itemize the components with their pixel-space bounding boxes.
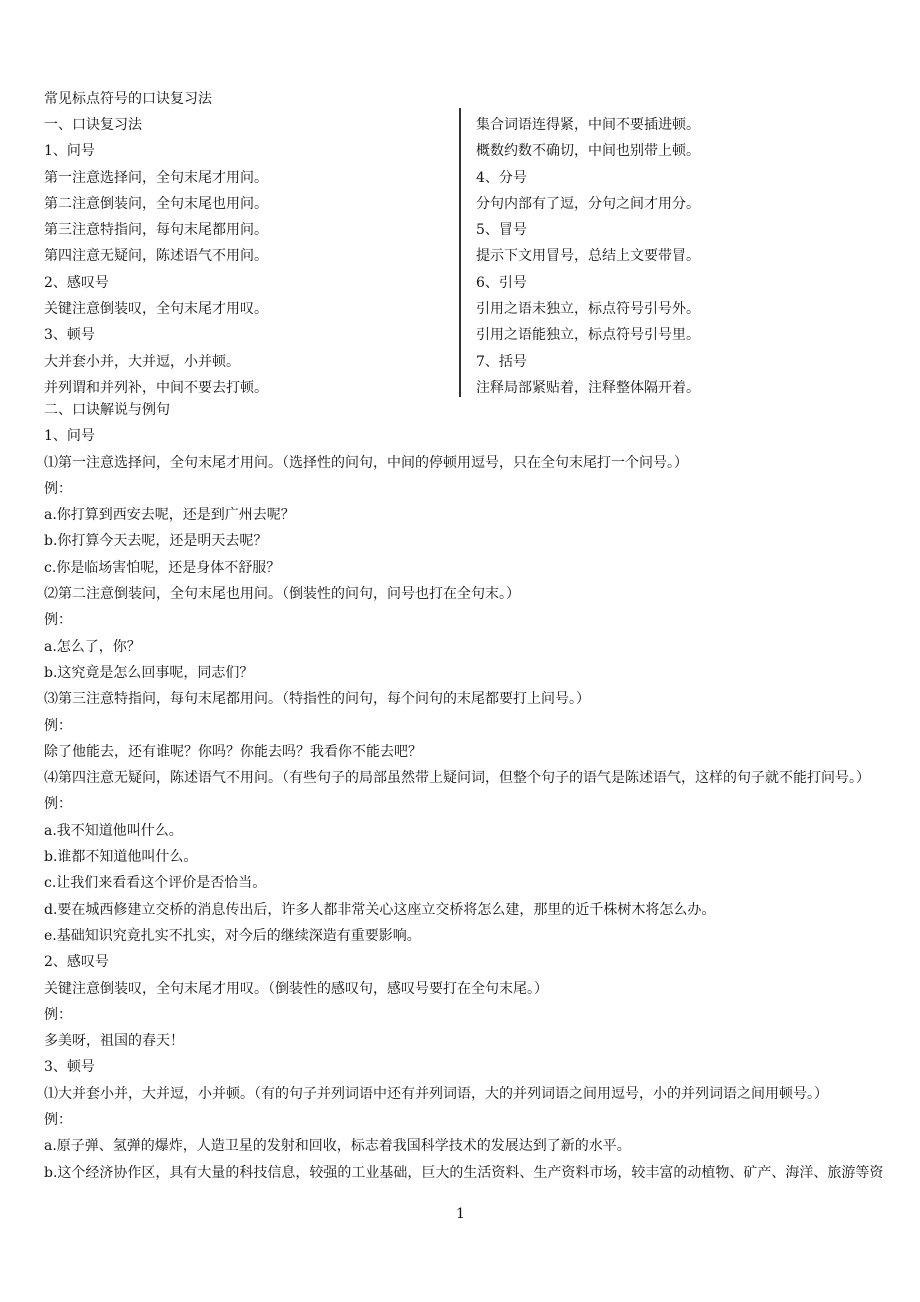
text-line: 7、括号 xyxy=(476,353,527,370)
section-explanations xyxy=(44,397,883,1186)
text-line: b.你打算今天去呢，还是明天去呢？ xyxy=(44,533,268,550)
text-line: a.我不知道他叫什么。 xyxy=(44,822,183,839)
text-line: 除了他能去，还有谁呢？你吗？你能去吗？我看你不能去吧？ xyxy=(44,743,422,760)
text-line: 2、感叹号 xyxy=(44,274,109,291)
text-line: 例： xyxy=(44,796,72,813)
text-line: a.你打算到西安去呢，还是到广州去呢？ xyxy=(44,507,295,524)
text-line: 二、口诀解说与例句 xyxy=(44,402,170,418)
text-line: 例： xyxy=(44,1112,72,1129)
text-line: 一、口诀复习法 xyxy=(44,117,142,133)
page-number: 1 xyxy=(456,1206,465,1222)
text-line: c.让我们来看看这个评价是否恰当。 xyxy=(44,875,267,892)
text-line: ⑴大并套小并，大并逗，小并顿。（有的句子并列词语中还有并列词语，大的并列词语之间用逗号，小的并列词语之间用顿号。） xyxy=(44,1085,828,1102)
text-line: b.这究竟是怎么回事呢，同志们？ xyxy=(44,664,254,681)
text-line: 例： xyxy=(44,717,72,734)
text-line: 第二注意倒装问，全句末尾也用问。 xyxy=(44,195,268,212)
text-line: 1、问号 xyxy=(44,428,95,445)
text-line: 3、顿号 xyxy=(44,1059,95,1076)
text-line: 4、分号 xyxy=(476,169,527,186)
text-line: 例： xyxy=(44,480,72,497)
text-line: 例： xyxy=(44,1006,72,1023)
text-line: 注释局部紧贴着，注释整体隔开着。 xyxy=(476,379,700,396)
text-line: 集合词语连得紧，中间不要插进顿。 xyxy=(476,117,700,133)
text-line: d.要在城西修建立交桥的消息传出后，许多人都非常关心这座立交桥将怎么建，那里的近千株树木将怎么办。 xyxy=(44,901,716,918)
text-line: 2、感叹号 xyxy=(44,954,109,971)
column-divider xyxy=(459,108,461,397)
text-line: 概数约数不确切，中间也别带上顿。 xyxy=(476,143,700,160)
text-line: 引用之语能独立，标点符号引号里。 xyxy=(476,327,700,344)
text-line: 引用之语未独立，标点符号引号外。 xyxy=(476,301,700,318)
text-line: e.基础知识究竟扎实不扎实，对今后的继续深造有重要影响。 xyxy=(44,927,421,944)
text-line: 第四注意无疑问，陈述语气不用问。 xyxy=(44,248,268,265)
text-line: 提示下文用冒号，总结上文要带冒。 xyxy=(476,248,700,265)
text-line: 5、冒号 xyxy=(476,222,527,239)
text-line: 关键注意倒装叹，全句末尾才用叹。（倒装性的感叹句，感叹号要打在全句末尾。） xyxy=(44,980,548,997)
text-line: 第三注意特指问，每句末尾都用问。 xyxy=(44,222,268,239)
text-line: ⑶第三注意特指问，每句末尾都用问。（特指性的问句，每个问句的末尾都要打上问号。） xyxy=(44,691,590,708)
text-line: ⑴第一注意选择问，全句末尾才用问。（选择性的问句，中间的停顿用逗号，只在全句末尾打一个问号。） xyxy=(44,454,688,471)
text-line: 并列谓和并列补，中间不要去打顿。 xyxy=(44,379,268,396)
text-line: a.怎么了，你？ xyxy=(44,638,141,655)
text-line: 关键注意倒装叹，全句末尾才用叹。 xyxy=(44,301,268,318)
text-line: ⑵第二注意倒装问，全句末尾也用问。（倒装性的问句，问号也打在全句末。） xyxy=(44,586,520,603)
right-column xyxy=(476,112,700,401)
text-line: 3、顿号 xyxy=(44,327,95,344)
left-column xyxy=(44,112,268,401)
text-line: b.谁都不知道他叫什么。 xyxy=(44,849,198,866)
text-line: 第一注意选择问，全句末尾才用问。 xyxy=(44,169,268,186)
text-line: 例： xyxy=(44,612,72,629)
text-line: b.这个经济协作区，具有大量的科技信息，较强的工业基础，巨大的生活资料、生产资料市场，较丰富的动植物、矿产、海洋、旅游等资 xyxy=(44,1164,884,1181)
text-line: 多美呀，祖国的春天！ xyxy=(44,1033,184,1050)
text-line: 6、引号 xyxy=(476,274,527,291)
text-line: a.原子弹、氢弹的爆炸，人造卫星的发射和回收，标志着我国科学技术的发展达到了新的水平。 xyxy=(44,1138,631,1155)
text-line: ⑷第四注意无疑问，陈述语气不用问。（有些句子的局部虽然带上疑问词，但整个句子的语气是陈述语气，这样的句子就不能打问号。） xyxy=(44,770,870,787)
text-line: c.你是临场害怕呢，还是身体不舒服？ xyxy=(44,559,281,576)
text-line: 1、问号 xyxy=(44,143,95,160)
document-title: 常见标点符号的口诀复习法 xyxy=(44,91,212,107)
text-line: 分句内部有了逗，分句之间才用分。 xyxy=(476,195,700,212)
text-line: 大并套小并，大并逗，小并顿。 xyxy=(44,353,240,370)
